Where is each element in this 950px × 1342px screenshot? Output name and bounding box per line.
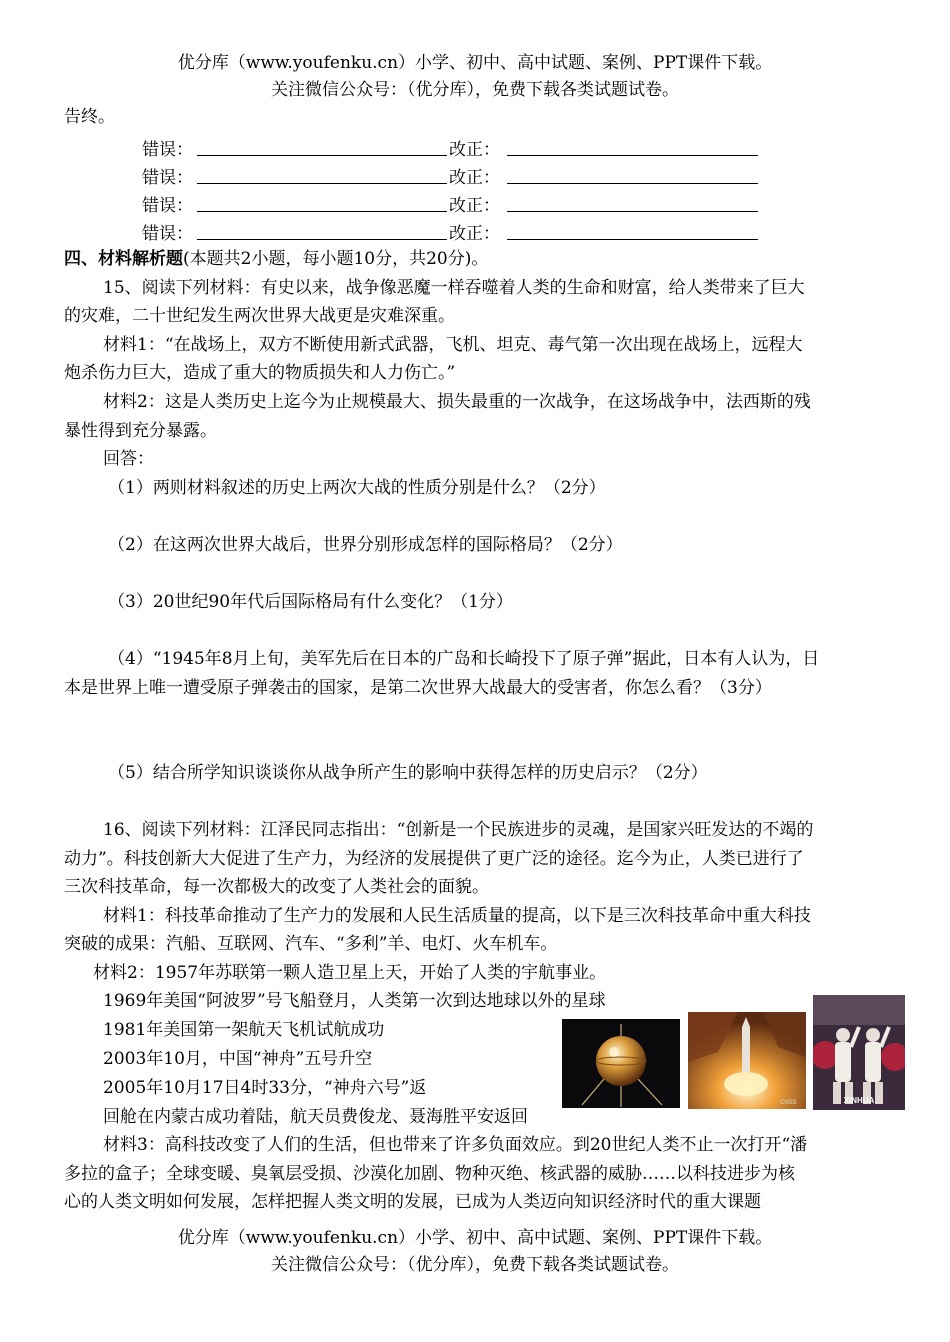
q16-intro-1: 16、阅读下列材料：江泽民同志指出：“创新是一个民族进步的灵魂，是国家兴旺发达的不竭的: [103, 820, 814, 840]
q16-material2-1: [93, 962, 606, 984]
section-title: 四、材料解析题: [64, 249, 183, 269]
q16-intro-3: 三次科技革命，每一次都极大的改变了人类社会的面貌。: [64, 877, 489, 897]
q16-material2-6: 回舱在内蒙古成功着陆，航天员费俊龙、聂海胜平安返回: [103, 1107, 528, 1127]
q16-intro-2: 动力”。科技创新大大促进了生产力，为经济的发展提供了更广泛的途径。迄今为止，人类已进行了: [64, 849, 804, 869]
error-blank[interactable]: [197, 183, 447, 184]
q16-material3-3: 心的人类文明如何发展，怎样把握人类文明的发展，已成为人类迈向知识经济时代的重大课题: [64, 1192, 761, 1212]
error-label: 错误：: [142, 196, 193, 216]
error-label: 错误：: [142, 168, 193, 188]
error-label: 错误：: [142, 140, 193, 160]
q16-material2-3: 1981年美国第一架航天飞机试航成功: [103, 1020, 385, 1040]
error-blank[interactable]: [197, 155, 447, 156]
header-line-1: 优分库（www.youfenku.cn）小学、初中、高中试题、案例、PPT课件下载。: [177, 53, 773, 73]
header-line-2: 关注微信公众号：（优分库），免费下载各类试题试卷。: [271, 80, 679, 100]
material3-text: ：高科技改变了人们的生活，但也带来了许多负面效应。到20世纪人类不止一次打开“潘: [147, 1135, 808, 1155]
q15-answer-label: 回答：: [103, 449, 154, 469]
q16-material2-4: 2003年10月，中国“神舟”五号升空: [103, 1049, 373, 1069]
satellite-photo: [562, 1019, 680, 1108]
fix-blank[interactable]: [507, 211, 758, 212]
q15-subquestion-1: （1）两则材料叙述的历史上两次大战的性质分别是什么？（2分）: [108, 478, 606, 498]
error-blank[interactable]: [197, 239, 447, 240]
q15-intro-1: 15、阅读下列材料：有史以来，战争像恶魔一样吞噬着人类的生命和财富，给人类带来了巨大: [103, 278, 805, 298]
fix-label: 改正：: [449, 168, 500, 188]
footer-line-1: 优分库（www.youfenku.cn）小学、初中、高中试题、案例、PPT课件下载。: [177, 1228, 773, 1248]
photo-caption: CNSS: [780, 1100, 797, 1106]
q15-intro-2: 的灾难，二十世纪发生两次世界大战更是灾难深重。: [64, 306, 455, 326]
q16-material3-2: 多拉的盒子；全球变暖、臭氧层受损、沙漠化加剧、物种灭绝、核武器的威胁……以科技进步为核: [64, 1164, 795, 1184]
astronauts-photo: [813, 995, 905, 1110]
material2-text: ：1957年苏联第一颗人造卫星上天，开始了人类的宇航事业。: [137, 963, 607, 983]
q16-material2-2: 1969年美国“阿波罗”号飞船登月，人类第一次到达地球以外的星球: [103, 991, 606, 1011]
fix-label: 改正：: [449, 196, 500, 216]
q15-material1-2: 炮杀伤力巨大，造成了重大的物质损失和人力伤亡。”: [64, 363, 456, 383]
material1-label: 材料1: [103, 906, 148, 926]
q16-material1-2: 突破的成果：汽船、互联网、汽车、“多利”羊、电灯、火车机车。: [64, 934, 558, 954]
section-note: (本题共2小题，每小题10分，共20分)。: [183, 249, 489, 269]
rocket-launch-photo: [688, 1012, 806, 1109]
photo-caption: XINHUA: [843, 1096, 875, 1105]
q15-subquestion-5: （5）结合所学知识谈谈你从战争所产生的影响中获得怎样的历史启示？（2分）: [108, 763, 708, 783]
q15-subquestion-2: （2）在这两次世界大战后，世界分别形成怎样的国际格局？（2分）: [108, 535, 623, 555]
fix-label: 改正：: [449, 224, 500, 244]
q16-material3-1: [103, 1134, 807, 1156]
footer-line-2: 关注微信公众号：（优分库），免费下载各类试题试卷。: [271, 1255, 679, 1275]
q16-material2-5: 2005年10月17日4时33分，“神舟六号”返: [103, 1078, 427, 1098]
q15-subquestion-4-1: （4）“1945年8月上旬，美军先后在日本的广岛和长崎投下了原子弹”据此，日本有人认为，日: [108, 649, 820, 669]
q15-material1-1: 材料1：“在战场上，双方不断使用新式武器，飞机、坦克、毒气第一次出现在战场上，远程大: [103, 335, 803, 355]
section-heading: [64, 248, 488, 270]
material2-label: 材料2: [93, 963, 138, 983]
fix-label: 改正：: [449, 140, 500, 160]
fix-blank[interactable]: [507, 155, 758, 156]
q16-material1-1: [103, 905, 811, 927]
continuation-text: 告终。: [64, 107, 115, 127]
q15-material2-2: 暴性得到充分暴露。: [64, 421, 217, 441]
fix-blank[interactable]: [507, 183, 758, 184]
error-blank[interactable]: [197, 211, 447, 212]
fix-blank[interactable]: [507, 239, 758, 240]
q15-subquestion-4-2: 本是世界上唯一遭受原子弹袭击的国家，是第二次世界大战最大的受害者，你怎么看？（3分）: [64, 678, 772, 698]
q15-subquestion-3: （3）20世纪90年代后国际格局有什么变化？（1分）: [108, 592, 513, 612]
q15-material2-1: 材料2：这是人类历史上迄今为止规模最大、损失最重的一次战争，在这场战争中，法西斯的残: [103, 392, 811, 412]
material1-text: ：科技革命推动了生产力的发展和人民生活质量的提高，以下是三次科技革命中重大科技: [147, 906, 811, 926]
error-label: 错误：: [142, 224, 193, 244]
material3-label: 材料3: [103, 1135, 148, 1155]
